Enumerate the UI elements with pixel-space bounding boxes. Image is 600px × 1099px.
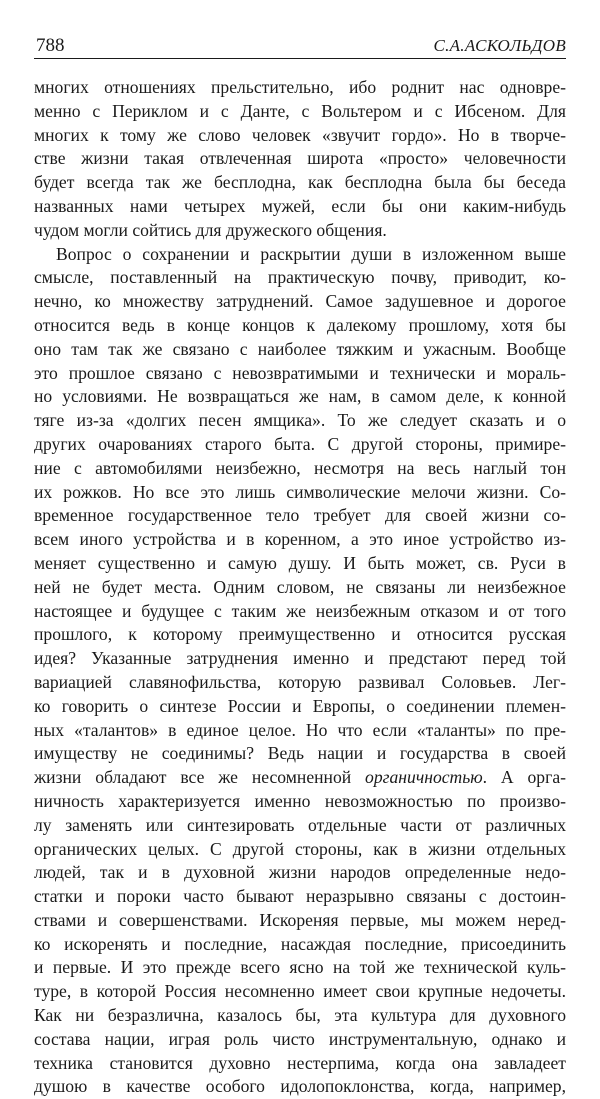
text-line: ней не будет места. Одним словом, не связаны ли неизбежное — [34, 576, 566, 597]
text-line: туре, в которой Россия несомненно имеет свои крупные недочеты. — [34, 981, 566, 1002]
text-line: стве жизни такая отвлеченная широта «просто» человечности — [34, 148, 566, 169]
text-line: ко говорить о синтезе России и Европы, о соединении племен- — [34, 695, 566, 716]
text-line: ние с автомобилями неизбежно, несмотря на весь наглый тон — [34, 457, 566, 478]
text-line: идея? Указанные затруднения именно и предстают перед той — [34, 648, 566, 669]
text-line: статки и пороки часто бывают неразрывно связаны с достоин- — [34, 886, 566, 907]
text-line: ко искоренять и последние, насаждая последние, присоединить — [34, 933, 566, 954]
text-line: многих к тому же слово человек «звучит гордо». Но в творче- — [34, 124, 566, 145]
text-line: это прошлое связано с невозвратимыми и технически и мораль- — [34, 362, 566, 383]
text-line: ствами и совершенствами. Искореняя первые, мы можем неред- — [34, 909, 566, 930]
page-header — [34, 34, 566, 59]
text-line: душою в качестве особого идолопоклонства, когда, например, — [34, 1076, 566, 1097]
text-line: всем иного устройства и в коренном, а это иное устройство из- — [34, 529, 566, 550]
text-line: меняет существенно и самую душу. И быть может, св. Руси в — [34, 552, 566, 573]
text-line: вариацией славянофильства, которую развивал Соловьев. Лег- — [34, 671, 566, 692]
page-number: 788 — [36, 35, 65, 56]
text-line: состава нации, играя роль чисто инструментальную, однако и — [34, 1028, 566, 1049]
text-line: людей, так и в духовной жизни народов определенные недо- — [34, 862, 566, 883]
text-line: органических целых. С другой стороны, как в жизни отдельных — [34, 838, 566, 859]
paragraph-1 — [34, 76, 566, 243]
text-line: ничность характеризуется именно невозможностью по произво- — [34, 790, 566, 811]
running-head: С.А.АСКОЛЬДОВ — [433, 36, 566, 55]
text-line: ных «талантов» в единое целое. Но что если «таланты» по пре- — [34, 719, 566, 740]
text-line: относится ведь в конце концов к далекому прошлому, хотя бы — [34, 314, 566, 335]
text-line: смысле, поставленный на практическую почву, приводит, ко- — [34, 267, 566, 288]
text-segment: жизни обладают все же несомненной — [34, 767, 366, 788]
text-line: их рожков. Но все это лишь символические мелочи жизни. Со- — [34, 481, 566, 502]
text-line: других очарованиях старого быта. С другой стороны, примире- — [34, 433, 566, 454]
text-line: временное государственное тело требует для своей жизни со- — [34, 505, 566, 526]
text-line: чудом могли сойтись для дружеского общения. — [34, 219, 387, 240]
text-line: будет всегда так же бесплодна, как бесплодна была бы беседа — [34, 172, 566, 193]
text-line: но условиями. Не возвращаться же нам, в самом деле, к конной — [34, 386, 566, 407]
text-line: лу заменять или синтезировать отдельные части от различных — [34, 814, 566, 835]
text-line: и первые. И это прежде всего ясно на той же технической куль- — [34, 957, 566, 978]
text-line: менно с Периклом и с Данте, с Вольтером и с Ибсеном. Для — [34, 100, 566, 121]
text-line: названных нами четырех мужей, если бы они каким-нибудь — [34, 195, 566, 216]
emphasized-word: органичностью — [365, 767, 483, 788]
text-line: оно там так же связано с наиболее тяжким и ужасным. Вообще — [34, 338, 566, 359]
paragraph-2 — [34, 243, 566, 1099]
text-line: многих отношениях прельстительно, ибо роднит нас одновре- — [34, 77, 566, 97]
body-text — [34, 76, 566, 1099]
text-line: настоящее и будущее с таким же неизбежным отказом и от того — [34, 600, 566, 621]
text-segment: . А орга- — [482, 767, 566, 788]
text-line: техника становится духовно нестерпима, когда она завладеет — [34, 1052, 566, 1073]
text-line-with-emphasis — [34, 766, 566, 790]
text-line: тяге из-за «долгих песен ямщика». То же следует сказать и о — [34, 410, 566, 431]
text-line: прошлого, к которому преимущественно и относится русская — [34, 624, 566, 645]
text-line: Как ни безразлична, казалось бы, эта культура для духовного — [34, 1005, 566, 1026]
text-line: нечно, ко множеству затруднений. Самое задушевное и дорогое — [34, 291, 566, 312]
text-line: имуществу не соединимы? Ведь нации и государства в своей — [34, 743, 566, 764]
text-line: Вопрос о сохранении и раскрытии души в изложенном выше — [56, 243, 566, 264]
